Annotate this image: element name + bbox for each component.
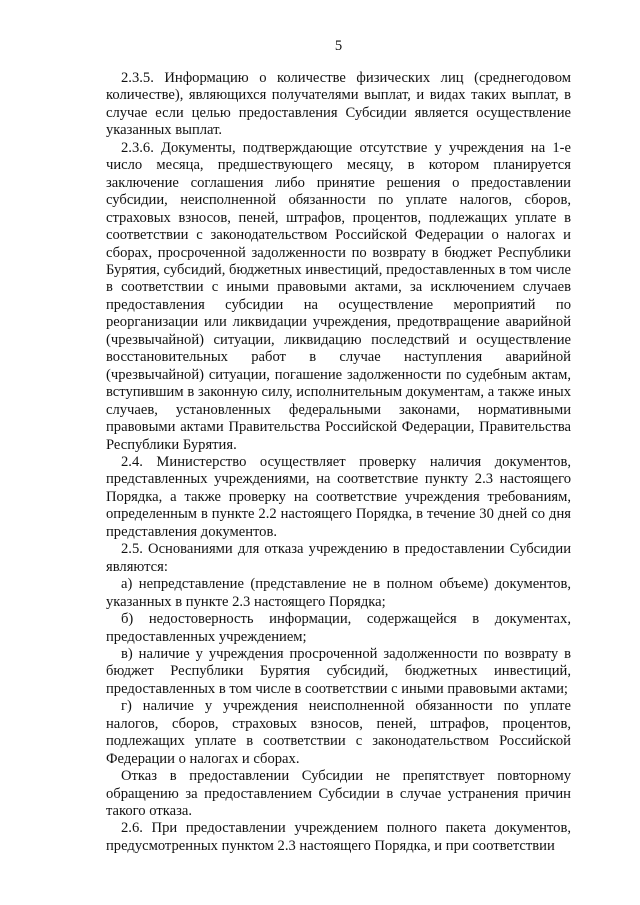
paragraph-2-5-b: б) недостоверность информации, содержащейся в документах, предоставленных учреждением; — [106, 611, 571, 645]
paragraph-2-6: 2.6. При предоставлении учреждением полного пакета документов, предусмотренных пунктом 2.3 настоящего Порядка, и при соответствии — [106, 820, 571, 854]
paragraph-2-5-a: а) непредставление (представление не в полном объеме) документов, указанных в пункте 2.3 настоящего Порядка; — [106, 576, 571, 610]
paragraph-2-5: 2.5. Основаниями для отказа учреждению в предоставлении Субсидии являются: — [106, 541, 571, 575]
paragraph-2-3-5: 2.3.5. Информацию о количестве физических лиц (среднегодовом количестве), являющихся получателями выплат, и видах таких выплат, в случае если целью предоставления Субсидии является осуществление указанных выплат. — [106, 70, 571, 139]
paragraph-2-3-6: 2.3.6. Документы, подтверждающие отсутствие у учреждения на 1-е число месяца, предшествующего месяцу, в котором планируется заключение соглашения либо принятие решения о предоставлении субсидии, неисполненной обязанности по уплате налогов, сборов, страховых взносов, пеней, штрафов, процентов, подлежащих уплате в соответствии с законодательством Российской Федерации о налогах и сборах, просроченной задолженности по возврату в бюджет Республики Бурятия, субсидий, бюджетных инвестиций, предоставленных в том числе в соответствии с иными правовыми актами, за исключением случаев предоставления субсидии на осуществление мероприятий по реорганизации или ликвидации учреждения, предотвращение аварийной (чрезвычайной) ситуации, ликвидацию последствий и осуществление восстановительных работ в случае наступления аварийной (чрезвычайной) ситуации, погашение задолженности по судебным актам, вступившим в законную силу, исполнительным документам, а также иных случаев, установленных федеральными законами, нормативными правовыми актами Правительства Российской Федерации, Правительства Республики Бурятия. — [106, 139, 571, 453]
paragraph-2-5-g: г) наличие у учреждения неисполненной обязанности по уплате налогов, сборов, страховых взносов, пеней, штрафов, процентов, подлежащих уплате в соответствии с законодательством Российской Федерации о налогах и сборах. — [106, 698, 571, 767]
paragraph-2-5-v: в) наличие у учреждения просроченной задолженности по возврату в бюджет Республики Бурятия субсидий, бюджетных инвестиций, предоставленных в том числе в соответствии с иными правовыми актами; — [106, 645, 571, 697]
paragraph-refusal-note: Отказ в предоставлении Субсидии не препятствует повторному обращению за предоставлением Субсидии в случае устранения причин такого отказа. — [106, 768, 571, 820]
paragraph-2-4: 2.4. Министерство осуществляет проверку наличия документов, представленных учреждениями, на соответствие пункту 2.3 настоящего Порядка, а также проверку на соответствие учреждения требованиям, определенным в пункте 2.2 настоящего Порядка, в течение 30 дней со дня представления документов. — [106, 453, 571, 540]
page-number: 5 — [334, 38, 343, 54]
